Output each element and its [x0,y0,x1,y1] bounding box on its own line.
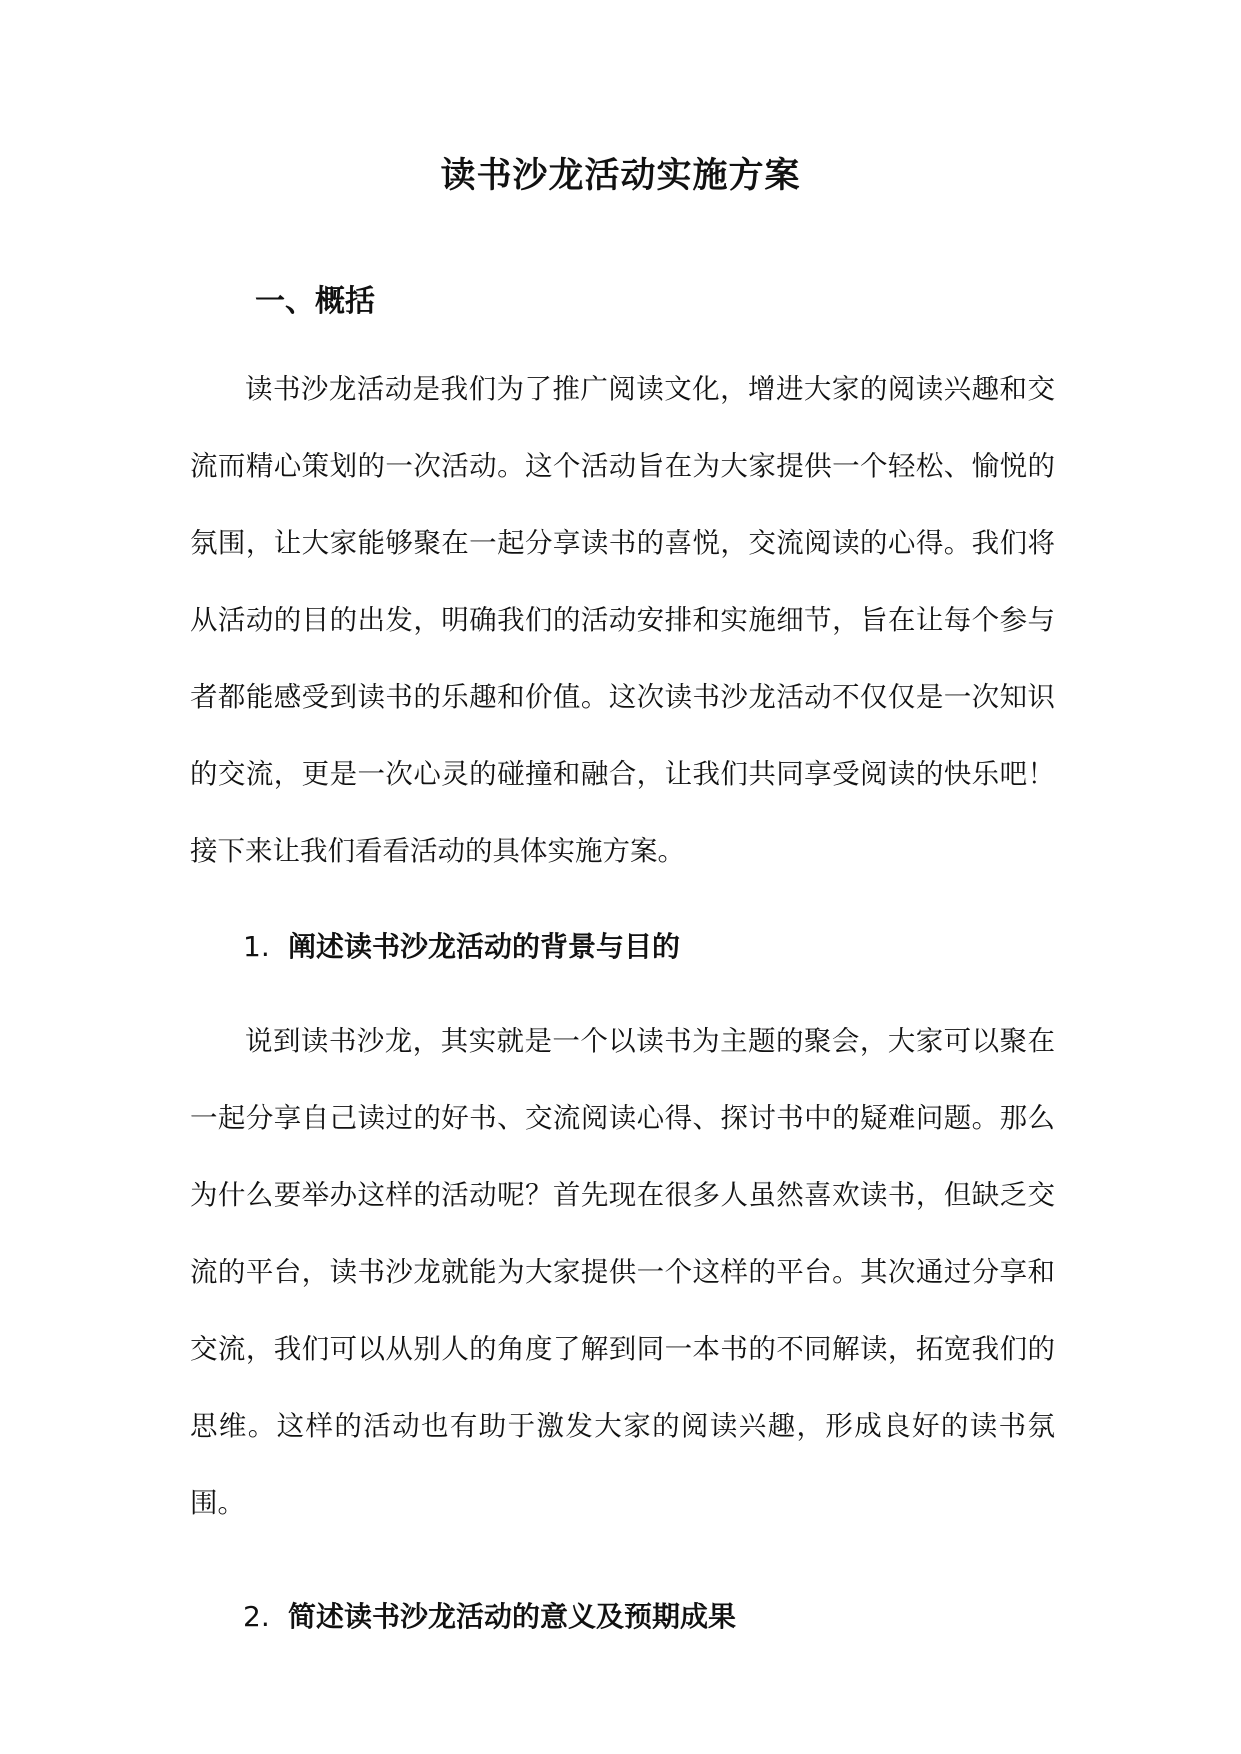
subsection-2-title: 简述读书沙龙活动的意义及预期成果 [288,1600,737,1633]
document-title: 读书沙龙活动实施方案 [440,155,801,196]
section-heading-overview: 一、概括 [255,284,375,319]
subsection-1-number: 1. [243,930,270,963]
subsection-1-title: 阐述读书沙龙活动的背景与目的 [288,930,681,963]
intro-paragraph: 读书沙龙活动是我们为了推广阅读文化，增进大家的阅读兴趣和交流而精心策划的一次活动。这个活动旨在为大家提供一个轻松、愉悦的氛围，让大家能够聚在一起分享读书的喜悦，交流阅读的心得。我们将从活动的目的出发，明确我们的活动安排和实施细节，旨在让每个参与者都能感受到读书的乐趣和价值。这次读书沙龙活动不仅仅是一次知识的交流，更是一次心灵的碰撞和融合，让我们共同享受阅读的快乐吧！接下来让我们看看活动的具体实施方案。 [190,373,1055,867]
subsection-2-heading [243,1595,736,1639]
subsection-1-paragraph-block [190,1003,1055,1542]
subsection-1-paragraph: 说到读书沙龙，其实就是一个以读书为主题的聚会，大家可以聚在一起分享自己读过的好书、交流阅读心得、探讨书中的疑难问题。那么为什么要举办这样的活动呢？首先现在很多人虽然喜欢读书，但缺乏交流的平台，读书沙龙就能为大家提供一个这样的平台。其次通过分享和交流，我们可以从别人的角度了解到同一本书的不同解读，拓宽我们的思维。这样的活动也有助于激发大家的阅读兴趣，形成良好的读书氛围。 [190,1025,1055,1519]
intro-paragraph-block [190,351,1055,890]
subsection-1-heading [243,925,680,969]
subsection-2-number: 2. [243,1600,270,1633]
